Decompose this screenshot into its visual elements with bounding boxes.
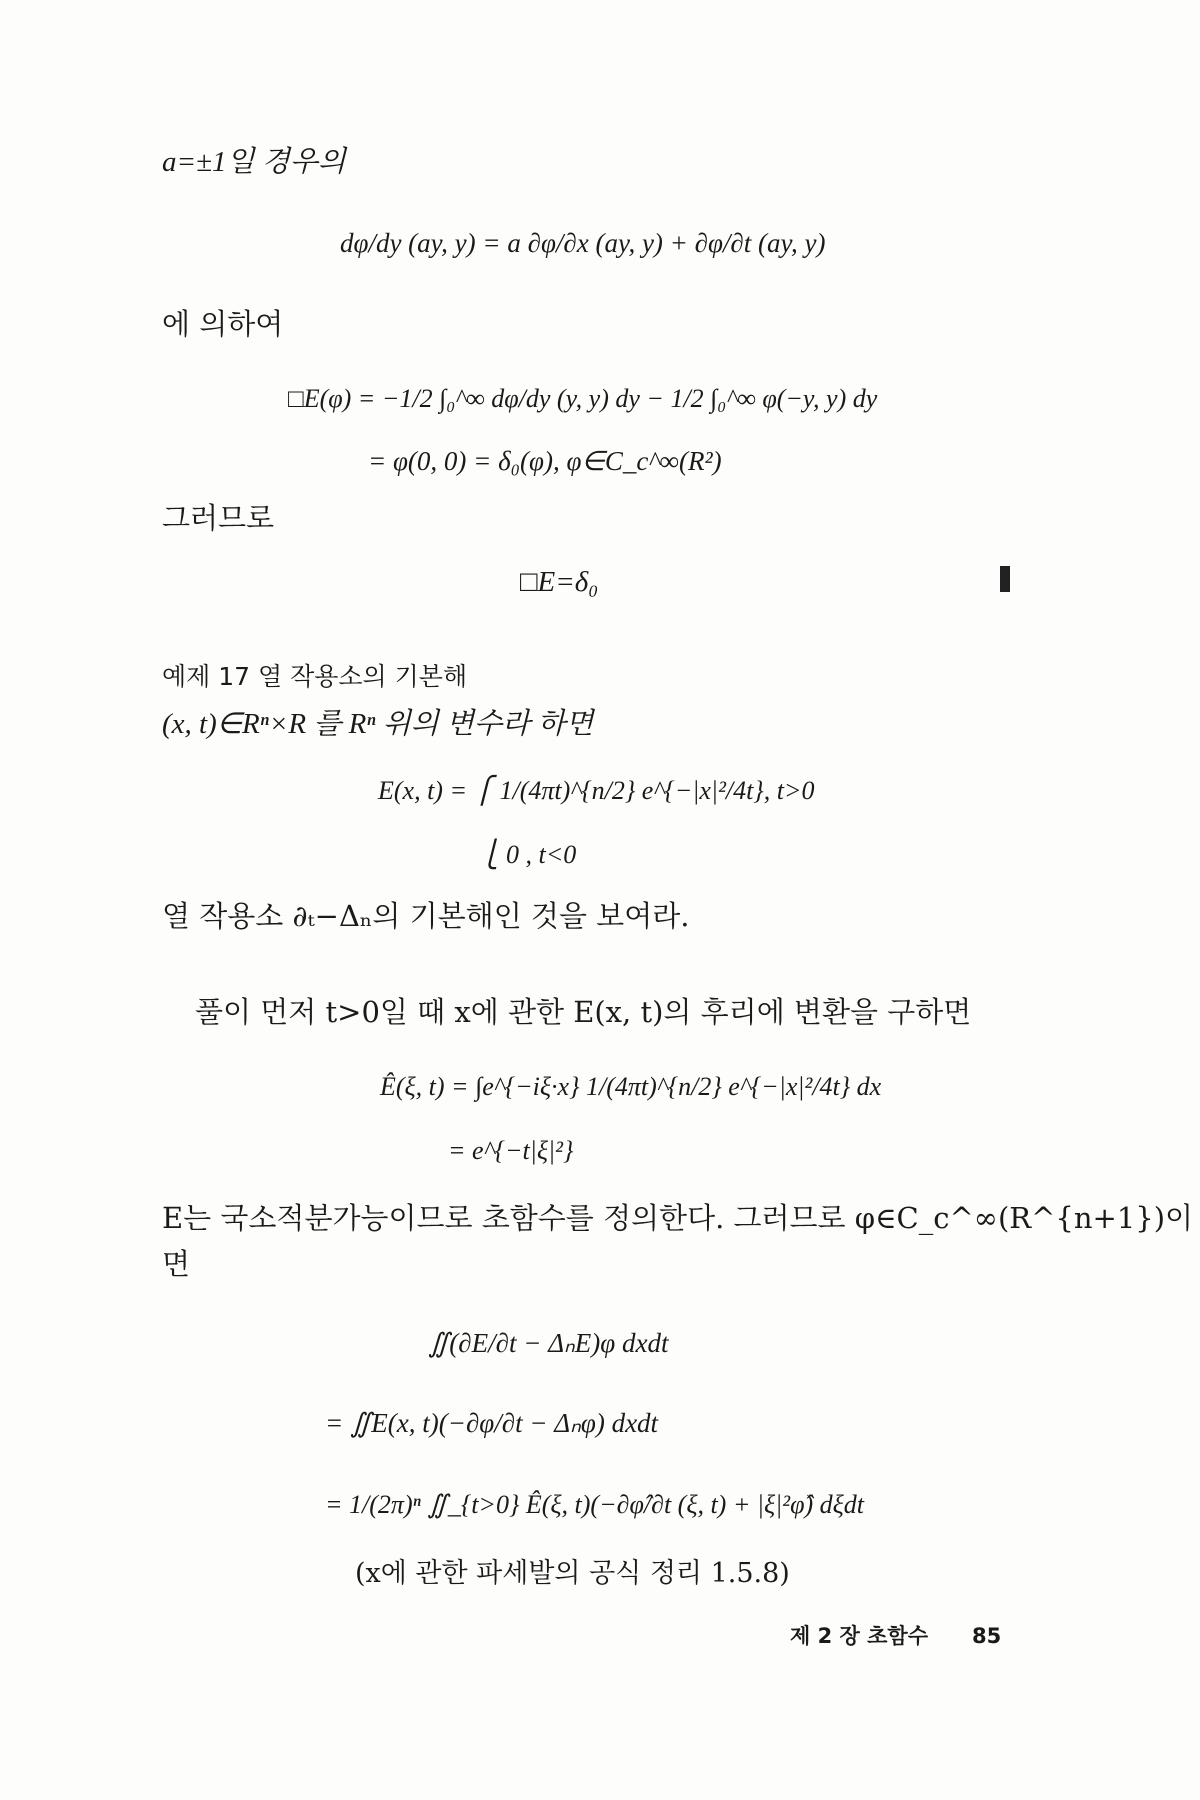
example-heading: 예제 17 열 작용소의 기본해	[162, 662, 468, 691]
equation-line: □E(φ) = −1/2 ∫₀^∞ dφ/dy (y, y) dy − 1/2 ∫₀^∞ φ(−y, y) dy	[288, 384, 878, 413]
equation-line: = φ(0, 0) = δ₀(φ), φ∈C_c^∞(R²)	[368, 446, 722, 476]
equation-line: ⎩ 0 , t<0	[480, 840, 577, 869]
text-line: 열 작용소 ∂ₜ−Δₙ의 기본해인 것을 보여라.	[162, 899, 690, 933]
equation-line: = ∬E(x, t)(−∂φ/∂t − Δₙφ) dxdt	[325, 1408, 659, 1438]
text-line: E는 국소적분가능이므로 초함수를 정의한다. 그러므로 φ∈C_c^∞(R^{n+1})이	[162, 1201, 1194, 1235]
end-of-proof-mark	[1000, 566, 1010, 592]
running-footer-chapter: 제 2 장 초함수	[790, 1624, 928, 1648]
solution-line: 풀이 먼저 t>0일 때 x에 관한 E(x, t)의 후리에 변환을 구하면	[195, 995, 972, 1029]
equation-line: Ê(ξ, t) = ∫e^{−iξ·x} 1/(4πt)^{n/2} e^{−|x|²/4t} dx	[380, 1072, 882, 1101]
equation-line: dφ/dy (ay, y) = a ∂φ/∂x (ay, y) + ∂φ/∂t (ay, y)	[340, 228, 826, 258]
equation-line: E(x, t) = ⎧ 1/(4πt)^{n/2} e^{−|x|²/4t}, t>0	[378, 776, 815, 805]
equation-line: = e^{−t|ξ|²}	[448, 1136, 574, 1165]
text-line: a=±1일 경우의	[162, 146, 346, 178]
page-number: 85	[972, 1624, 1002, 1648]
text-line: 에 의하여	[162, 307, 284, 341]
text-line: 그러므로	[162, 501, 275, 535]
text-line: (x, t)∈Rⁿ×R 를 Rⁿ 위의 변수라 하면	[162, 708, 594, 740]
text-line: 면	[162, 1247, 191, 1281]
reference-note: (x에 관한 파세발의 공식 정리 1.5.8)	[355, 1558, 790, 1589]
equation-line: = 1/(2π)ⁿ ∬_{t>0} Ê(ξ, t)(−∂φ̂/∂t (ξ, t) + |ξ|²φ̂) dξdt	[325, 1490, 865, 1519]
equation-line: ∬(∂E/∂t − ΔₙE)φ dxdt	[428, 1328, 669, 1358]
equation-line: □E=δ₀	[520, 566, 599, 598]
